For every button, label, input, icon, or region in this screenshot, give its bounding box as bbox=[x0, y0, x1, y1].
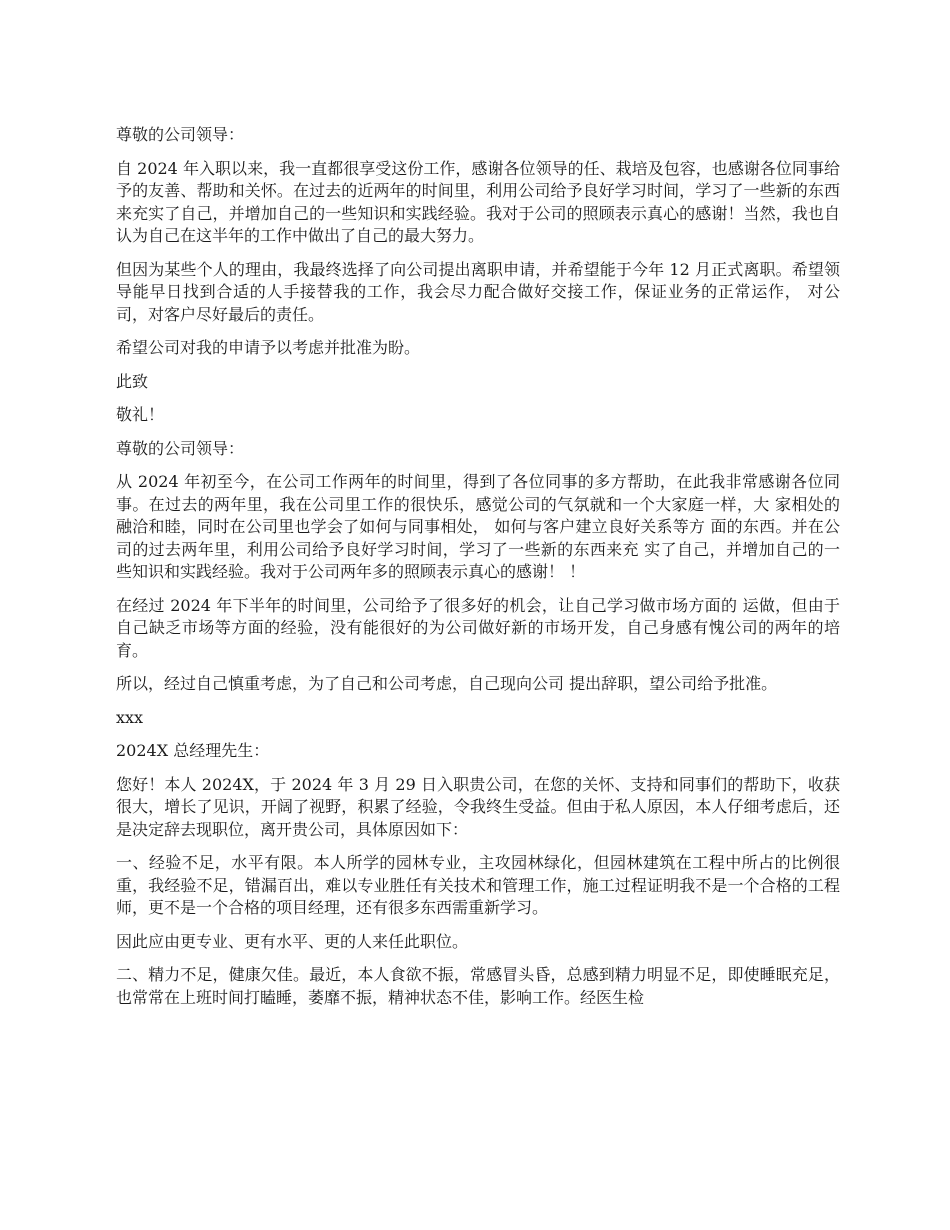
salutation: 2024X 总经理先生： bbox=[116, 741, 270, 760]
closing-line: 此致 bbox=[116, 371, 149, 391]
salutation: 尊敬的公司领导： bbox=[116, 125, 245, 144]
body-paragraph: 您好！本人 2024X，于 2024 年 3 月 29 日入职贵公司，在您的关怀、支持和同事们的帮助下，收获很大，增长了见识，开阔了视野，积累了经验，令我终生受益。但由于私人原因，本人仔细考虑后，还是决定辞去现职位，离开贵公司，具体原因如下： bbox=[116, 774, 840, 839]
body-paragraph: 从 2024 年初至今，在公司工作两年的时间里，得到了各位同事的多方帮助，在此我非常感谢各位同事。在过去的两年里，我在公司里工作的很快乐，感觉公司的气氛就和一个大家庭一样，大 家相处的融洽和睦，同时在公司里也学会了如何与同事相处， 如何与客户建立良好关系等方 面的东西。并在公司的过去两年里，利用公司给予良好学习时间，学习了一些新的东西来充 实了自己，并增加自己的一些知识和实践经验。我对于公司两年多的照顾表示真心的感谢！ ！ bbox=[116, 472, 840, 581]
signature: xxx bbox=[116, 707, 144, 727]
document-body bbox=[116, 124, 840, 1020]
body-paragraph: 自 2024 年入职以来，我一直都很享受这份工作，感谢各位领导的任、栽培及包容，也感谢各位同事给予的友善、帮助和关怀。在过去的近两年的时间里，利用公司给予良好学习时间，学习了一些新的东西来充实了自己，并增加自己的一些知识和实践经验。我对于公司的照顾表示真心的感谢！当然，我也自认为自己在这半年的工作中做出了自己的最大努力。 bbox=[116, 158, 840, 245]
body-paragraph: 因此应由更专业、更有水平、更的人来任此职位。 bbox=[116, 931, 469, 951]
body-paragraph: 在经过 2024 年下半年的时间里，公司给予了很多好的机会，让自己学习做市场方面的 运做，但由于自己缺乏市场等方面的经验，没有能很好的为公司做好新的市场开发，自己身感有愧公司的两年的培育。 bbox=[116, 595, 840, 660]
salutation: 尊敬的公司领导： bbox=[116, 438, 245, 458]
body-paragraph: 一、经验不足，水平有限。本人所学的园林专业，主攻园林绿化，但园林建筑在工程中所占的比例很重，我经验不足，错漏百出，难以专业胜任有关技术和管理工作，施工过程证明我不是一个合格的工程师，更不是一个合格的项目经理，还有很多东西需重新学习。 bbox=[116, 853, 840, 917]
body-paragraph: 二、精力不足，健康欠佳。最近，本人食欲不振，常感冒头昏，总感到精力明显不足，即使睡眠充足，也常常在上班时间打瞌睡，萎靡不振，精神状态不佳，影响工作。经医生检 bbox=[116, 965, 840, 1007]
body-paragraph: 希望公司对我的申请予以考虑并批准为盼。 bbox=[116, 338, 421, 357]
body-paragraph: 但因为某些个人的理由，我最终选择了向公司提出离职申请，并希望能于今年 12 月正式离职。希望领导能早日找到合适的人手接替我的工作，我会尽力配合做好交接工作，保证业务的正常运作， 对公司，对客户尽好最后的责任。 bbox=[116, 259, 840, 324]
closing-line: 敬礼！ bbox=[116, 405, 165, 424]
body-paragraph: 所以，经过自己慎重考虑，为了自己和公司考虑，自己现向公司 提出辞职，望公司给予批准。 bbox=[116, 674, 778, 693]
